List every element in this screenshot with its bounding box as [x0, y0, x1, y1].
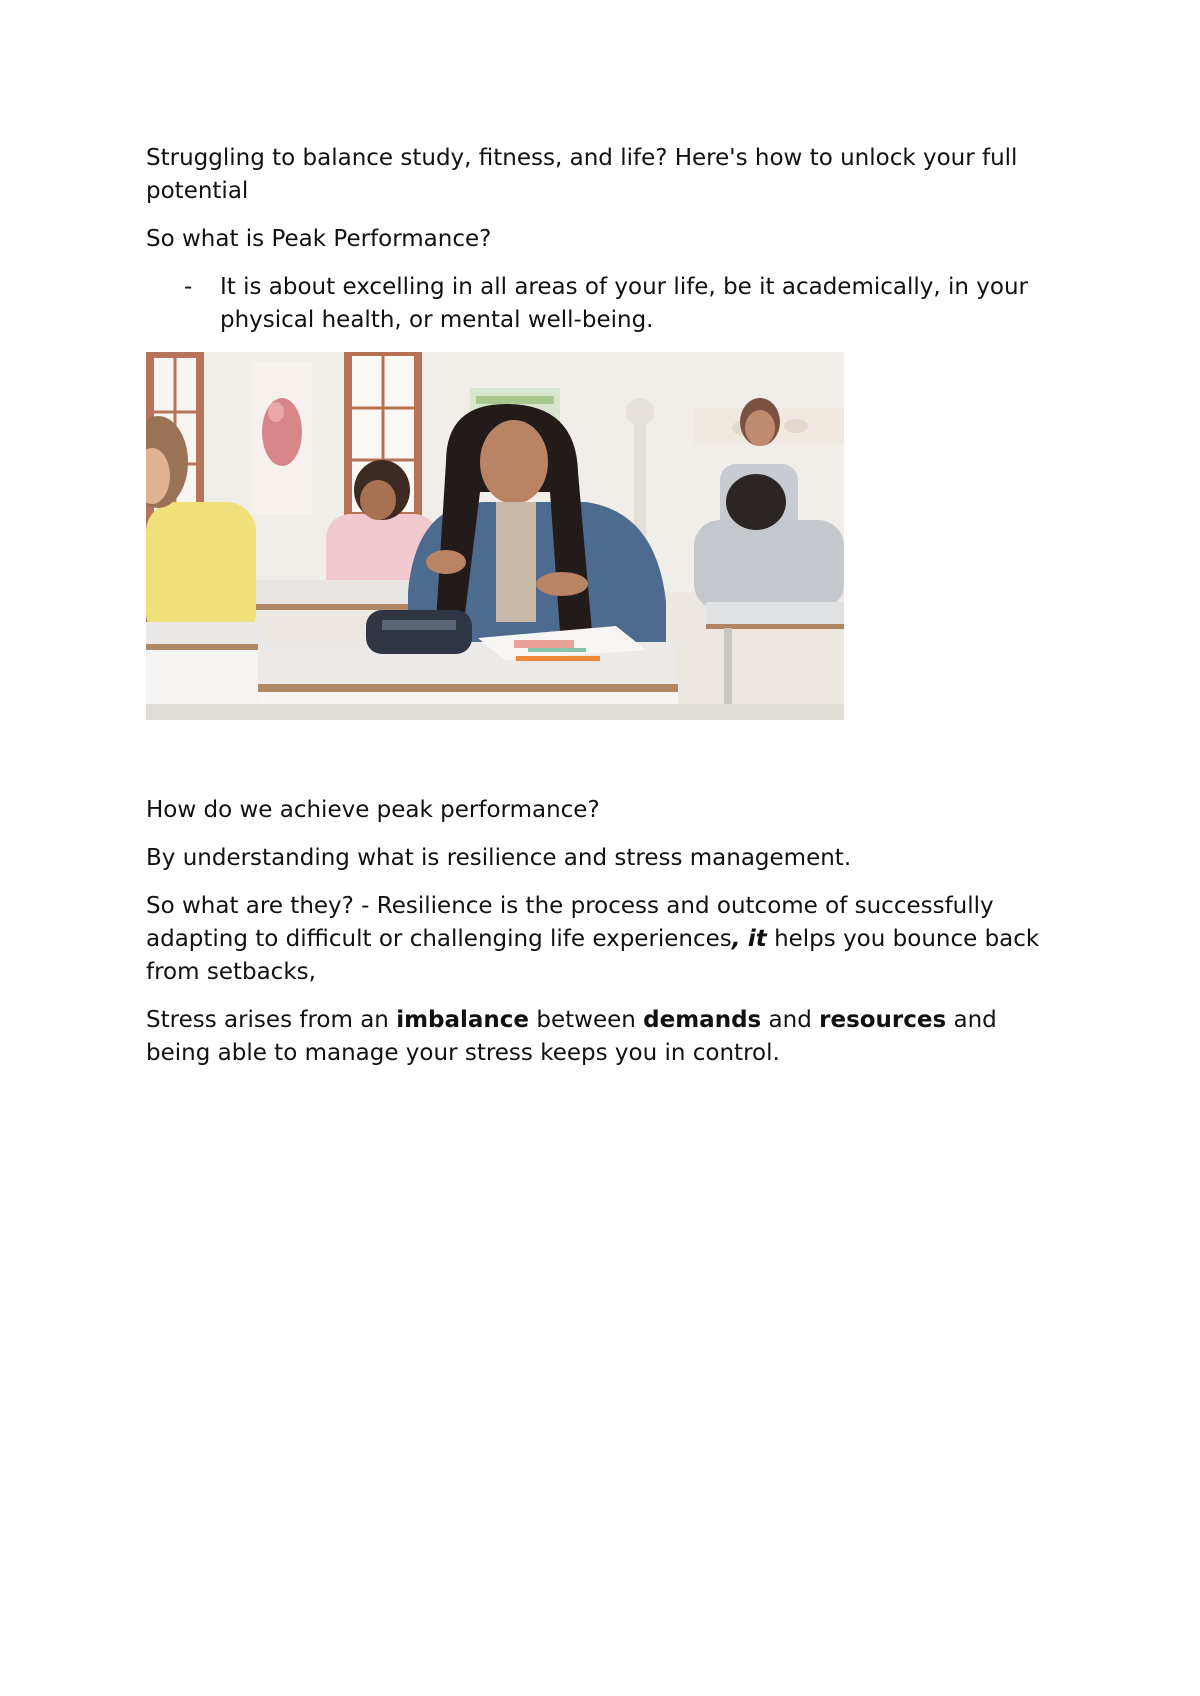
stress-text-part2: between	[536, 1007, 636, 1033]
stress-text-part3: and	[768, 1007, 812, 1033]
stress-text-part4: and being able to manage your stress keeps you in control.	[146, 1007, 997, 1066]
document-body	[146, 142, 1066, 1070]
classroom-photo	[146, 352, 844, 720]
resilience-text-part1: So what are they? - Resilience is the process and outcome of successfully adapting to difficult or challenging life experiences	[146, 893, 994, 952]
bullet-marker: -	[184, 274, 193, 300]
bullet-item	[146, 271, 1066, 337]
stress-text-part1: Stress arises from an	[146, 1007, 389, 1033]
intro-paragraph: Struggling to balance study, fitness, and life? Here's how to unlock your full potential	[146, 145, 1018, 204]
question-achieve-peak-performance: How do we achieve peak performance?	[146, 797, 600, 823]
resilience-it-emphasis: it	[747, 926, 767, 952]
resilience-comma-emphasis: ,	[731, 926, 741, 952]
stress-bold-demands: demands	[643, 1007, 762, 1033]
stress-paragraph	[146, 1004, 1066, 1070]
stress-bold-resources: resources	[819, 1007, 947, 1033]
question-peak-performance: So what is Peak Performance?	[146, 226, 492, 252]
bullet-text: It is about excelling in all areas of your life, be it academically, in your physical health, or mental well-being.	[220, 274, 1028, 333]
resilience-paragraph	[146, 890, 1066, 989]
answer-understanding: By understanding what is resilience and stress management.	[146, 845, 852, 871]
stress-bold-imbalance: imbalance	[396, 1007, 530, 1033]
resilience-text-part2: helps you bounce back from setbacks,	[146, 926, 1040, 985]
